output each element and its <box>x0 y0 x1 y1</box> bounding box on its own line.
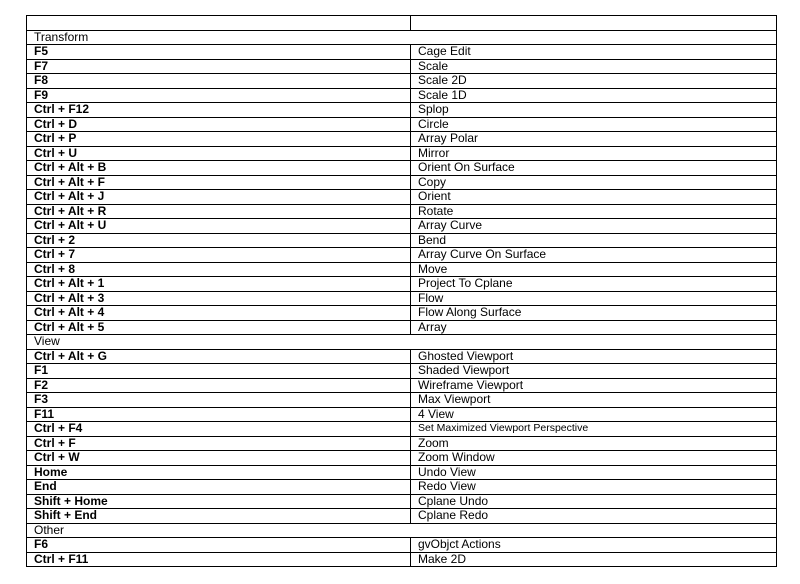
shortcut-action: Array <box>411 320 777 335</box>
shortcut-action: Flow Along Surface <box>411 306 777 321</box>
shortcut-row <box>27 364 777 379</box>
shortcut-key: F8 <box>27 74 411 89</box>
shortcut-key: Ctrl + 2 <box>27 233 411 248</box>
shortcut-key: Ctrl + W <box>27 451 411 466</box>
shortcut-row <box>27 45 777 60</box>
shortcut-key: F1 <box>27 364 411 379</box>
header-action-cell <box>411 16 777 31</box>
shortcut-key: F3 <box>27 393 411 408</box>
shortcut-action: Zoom <box>411 436 777 451</box>
shortcut-key: Ctrl + Alt + 4 <box>27 306 411 321</box>
shortcut-key: End <box>27 480 411 495</box>
shortcut-key: Ctrl + Alt + J <box>27 190 411 205</box>
shortcut-key: Shift + Home <box>27 494 411 509</box>
shortcut-action: Make 2D <box>411 552 777 567</box>
shortcut-row <box>27 88 777 103</box>
shortcut-key: F2 <box>27 378 411 393</box>
shortcut-row <box>27 422 777 437</box>
shortcut-action: Redo View <box>411 480 777 495</box>
shortcut-action: Ghosted Viewport <box>411 349 777 364</box>
shortcut-action: Copy <box>411 175 777 190</box>
shortcut-key: Ctrl + Alt + G <box>27 349 411 364</box>
shortcut-action: Max Viewport <box>411 393 777 408</box>
shortcut-action: Splop <box>411 103 777 118</box>
shortcut-row <box>27 117 777 132</box>
header-row <box>27 16 777 31</box>
shortcut-action: Move <box>411 262 777 277</box>
shortcut-row <box>27 378 777 393</box>
shortcut-action: Undo View <box>411 465 777 480</box>
shortcut-row <box>27 132 777 147</box>
shortcut-row <box>27 146 777 161</box>
shortcut-row <box>27 277 777 292</box>
shortcut-row <box>27 538 777 553</box>
shortcut-key: F9 <box>27 88 411 103</box>
shortcut-row <box>27 204 777 219</box>
shortcut-action: Scale 2D <box>411 74 777 89</box>
shortcut-action: Circle <box>411 117 777 132</box>
shortcut-key: Ctrl + F12 <box>27 103 411 118</box>
shortcut-key: Ctrl + P <box>27 132 411 147</box>
shortcut-key: F7 <box>27 59 411 74</box>
shortcut-key: Ctrl + F11 <box>27 552 411 567</box>
shortcut-row <box>27 494 777 509</box>
shortcut-action: Scale <box>411 59 777 74</box>
shortcut-key: Ctrl + D <box>27 117 411 132</box>
shortcut-key: Ctrl + Alt + B <box>27 161 411 176</box>
shortcut-row <box>27 407 777 422</box>
shortcut-key: Ctrl + Alt + 1 <box>27 277 411 292</box>
shortcut-action: Cplane Undo <box>411 494 777 509</box>
shortcut-row <box>27 436 777 451</box>
shortcut-row <box>27 74 777 89</box>
shortcut-row <box>27 103 777 118</box>
header-key-cell <box>27 16 411 31</box>
shortcut-row <box>27 480 777 495</box>
shortcut-key: Ctrl + Alt + F <box>27 175 411 190</box>
shortcut-row <box>27 320 777 335</box>
section-title: View <box>27 335 777 350</box>
shortcut-key: Ctrl + Alt + U <box>27 219 411 234</box>
shortcut-row <box>27 451 777 466</box>
shortcut-action: Cage Edit <box>411 45 777 60</box>
shortcut-row <box>27 349 777 364</box>
shortcut-row <box>27 291 777 306</box>
shortcut-row <box>27 306 777 321</box>
shortcut-table-body <box>27 16 777 567</box>
shortcut-action: Cplane Redo <box>411 509 777 524</box>
section-row-view <box>27 335 777 350</box>
shortcut-action: Array Curve <box>411 219 777 234</box>
section-title: Other <box>27 523 777 538</box>
shortcut-action: Array Polar <box>411 132 777 147</box>
shortcut-key: F5 <box>27 45 411 60</box>
shortcut-table <box>26 15 777 567</box>
shortcut-row <box>27 393 777 408</box>
section-row-transform <box>27 30 777 45</box>
shortcut-key: Ctrl + Alt + R <box>27 204 411 219</box>
shortcut-key: F6 <box>27 538 411 553</box>
shortcut-action: Array Curve On Surface <box>411 248 777 263</box>
shortcut-key: Shift + End <box>27 509 411 524</box>
shortcut-key: Ctrl + Alt + 5 <box>27 320 411 335</box>
shortcut-key: Home <box>27 465 411 480</box>
shortcut-key: Ctrl + 8 <box>27 262 411 277</box>
shortcut-row <box>27 190 777 205</box>
shortcut-key: Ctrl + F <box>27 436 411 451</box>
shortcut-key: Ctrl + 7 <box>27 248 411 263</box>
shortcut-action: Set Maximized Viewport Perspective <box>411 422 777 437</box>
shortcut-action: Rotate <box>411 204 777 219</box>
shortcut-row <box>27 552 777 567</box>
shortcut-row <box>27 219 777 234</box>
shortcut-action: Orient On Surface <box>411 161 777 176</box>
shortcut-row <box>27 262 777 277</box>
section-row-other <box>27 523 777 538</box>
shortcut-key: F11 <box>27 407 411 422</box>
shortcut-action: Wireframe Viewport <box>411 378 777 393</box>
shortcut-action: Scale 1D <box>411 88 777 103</box>
shortcut-action: Mirror <box>411 146 777 161</box>
section-title: Transform <box>27 30 777 45</box>
shortcut-row <box>27 161 777 176</box>
shortcut-action: Project To Cplane <box>411 277 777 292</box>
shortcut-row <box>27 248 777 263</box>
shortcut-action: Zoom Window <box>411 451 777 466</box>
shortcut-action: gvObjct Actions <box>411 538 777 553</box>
shortcut-action: Flow <box>411 291 777 306</box>
shortcut-sheet <box>26 15 774 567</box>
shortcut-row <box>27 59 777 74</box>
shortcut-key: Ctrl + F4 <box>27 422 411 437</box>
shortcut-key: Ctrl + U <box>27 146 411 161</box>
shortcut-row <box>27 175 777 190</box>
shortcut-action: Bend <box>411 233 777 248</box>
shortcut-key: Ctrl + Alt + 3 <box>27 291 411 306</box>
shortcut-row <box>27 465 777 480</box>
shortcut-action: Orient <box>411 190 777 205</box>
shortcut-action: Shaded Viewport <box>411 364 777 379</box>
shortcut-action: 4 View <box>411 407 777 422</box>
shortcut-row <box>27 233 777 248</box>
shortcut-row <box>27 509 777 524</box>
